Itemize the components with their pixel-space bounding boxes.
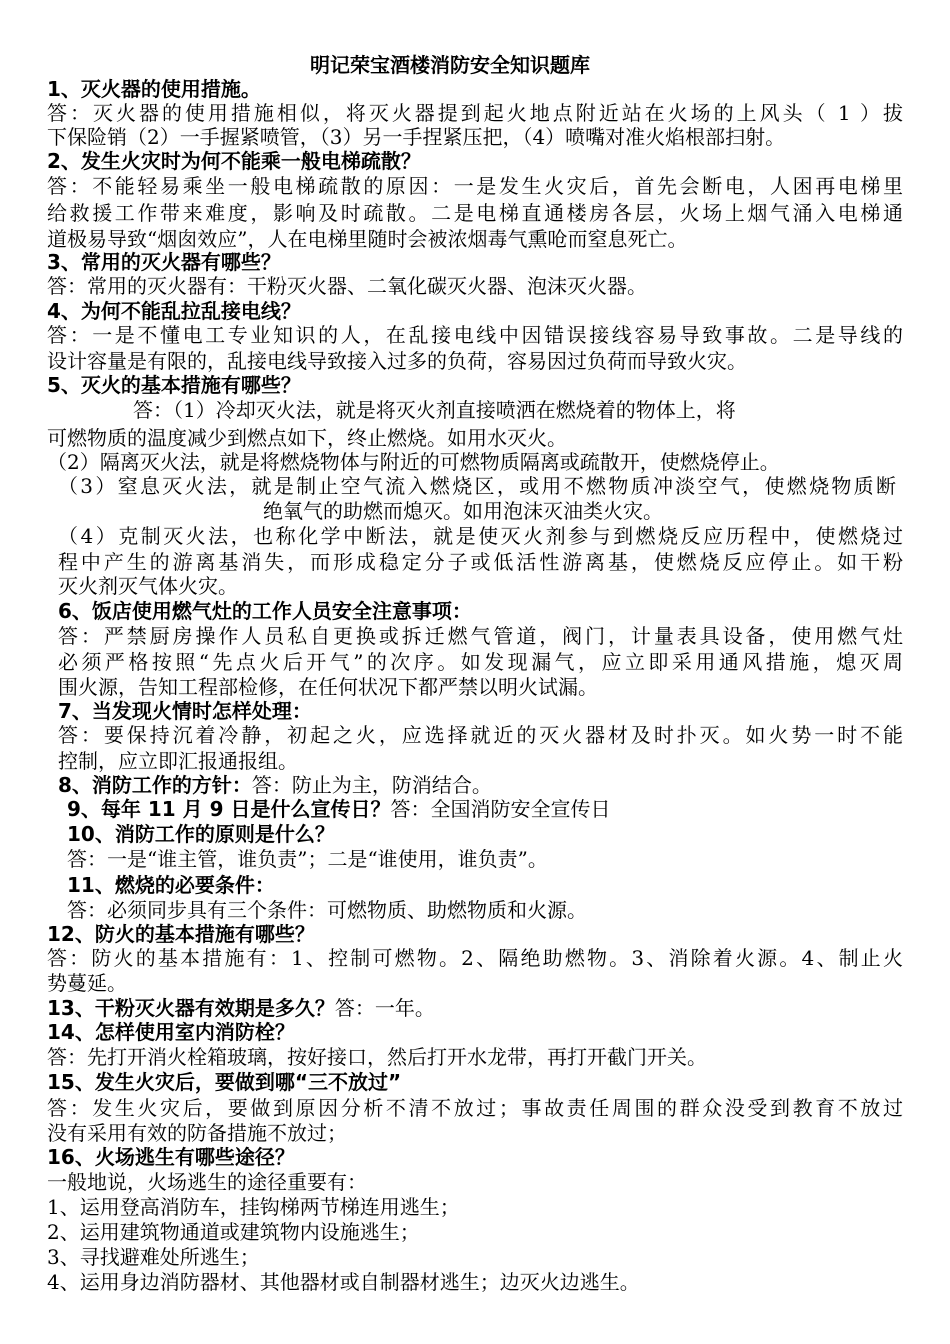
question-5: 5、灭火的基本措施有哪些？ — [47, 373, 301, 397]
answer-13: 答：一年。 — [334, 996, 435, 1020]
answer-line: 答：一是“谁主管，谁负责”；二是“谁使用，谁负责”。 — [67, 847, 548, 871]
answer-line: 灭火剂灭气体火灾。 — [58, 574, 238, 598]
question-8: 8、消防工作的方针： — [58, 773, 252, 797]
answer-line: 绝氧气的助燃而熄灭。如用泡沫灭油类火灾。 — [263, 499, 663, 523]
answer-line: 给救援工作带来难度，影响及时疏散。二是电梯直通楼房各层，火场上烟气涌入电梯通 — [47, 201, 903, 225]
question-3: 3、常用的灭火器有哪些？ — [47, 250, 281, 274]
question-4: 4、为何不能乱拉乱接电线？ — [47, 299, 301, 323]
answer-line: 势蔓延。 — [47, 971, 127, 995]
answer-line: 可燃物质的温度减少到燃点如下，终止燃烧。如用水灭火。 — [47, 426, 567, 450]
answer-line: （2）隔离灭火法，就是将燃烧物体与附近的可燃物质隔离或疏散开，使燃烧停止。 — [47, 450, 780, 474]
answer-line: 下保险销（2）一手握紧喷管，（3）另一手捏紧压把，（4）喷嘴对准火焰根部扫射。 — [47, 125, 786, 149]
answer-line: 4、运用身边消防器材、其他器材或自制器材逃生；边灭火边逃生。 — [47, 1270, 640, 1294]
answer-line: 没有采用有效的防备措施不放过； — [47, 1121, 347, 1145]
question-11: 11、燃烧的必要条件： — [67, 873, 275, 897]
answer-line: 围火源，告知工程部检修，在任何状况下都严禁以明火试漏。 — [58, 675, 598, 699]
answer-line: 答：必须同步具有三个条件：可燃物质、助燃物质和火源。 — [67, 898, 587, 922]
answer-line: 答：先打开消火栓箱玻璃，按好接口，然后打开水龙带，再打开截门开关。 — [47, 1045, 707, 1069]
question-9: 9、每年 11 月 9 日是什么宣传日？ — [67, 797, 391, 821]
answer-line: 答：防火的基本措施有：1、控制可燃物。2、隔绝助燃物。3、消除着火源。4、制止火 — [47, 946, 903, 970]
answer-line: 控制，应立即汇报通报组。 — [58, 749, 298, 773]
answer-line: 道极易导致“烟囱效应”，人在电梯里随时会被浓烟毒气熏呛而窒息死亡。 — [47, 227, 688, 251]
question-10: 10、消防工作的原则是什么？ — [67, 822, 335, 846]
question-8-row — [58, 773, 492, 797]
answer-line: 必须严格按照“先点火后开气”的次序。如发现漏气，应立即采用通风措施，熄灭周 — [58, 650, 903, 674]
answer-line: 程中产生的游离基消失，而形成稳定分子或低活性游离基，使燃烧反应停止。如干粉 — [58, 550, 903, 574]
answer-9: 答：全国消防安全宣传日 — [390, 797, 611, 821]
question-6: 6、饭店使用燃气灶的工作人员安全注意事项： — [58, 599, 472, 623]
question-14: 14、怎样使用室内消防栓？ — [47, 1020, 295, 1044]
document-title: 明记荣宝酒楼消防安全知识题库 — [310, 53, 590, 77]
answer-line: 2、运用建筑物通道或建筑物内设施逃生； — [47, 1220, 420, 1244]
answer-line: 答：常用的灭火器有：干粉灭火器、二氧化碳灭火器、泡沫灭火器。 — [47, 274, 647, 298]
question-13: 13、干粉灭火器有效期是多久？ — [47, 996, 335, 1020]
question-2: 2、发生火灾时为何不能乘一般电梯疏散？ — [47, 149, 421, 173]
answer-line: 一般地说，火场逃生的途径重要有： — [47, 1170, 367, 1194]
question-7: 7、当发现火情时怎样处理： — [58, 699, 312, 723]
question-12: 12、防火的基本措施有哪些？ — [47, 922, 315, 946]
answer-8: 答：防止为主，防消结合。 — [251, 773, 492, 797]
answer-line: 1、运用登高消防车，挂钩梯两节梯连用逃生； — [47, 1195, 460, 1219]
question-9-row — [67, 797, 611, 821]
answer-line: （4）克制灭火法，也称化学中断法，就是使灭火剂参与到燃烧反应历程中，使燃烧过 — [58, 524, 903, 548]
answer-line: 答：灭火器的使用措施相似，将灭火器提到起火地点附近站在火场的上风头（ 1 ）拔 — [47, 101, 903, 125]
answer-line: 答：（1）冷却灭火法，就是将灭火剂直接喷洒在燃烧着的物体上，将 — [133, 398, 736, 422]
answer-line: 答：严禁厨房操作人员私自更换或拆迁燃气管道，阀门，计量表具设备，使用燃气灶 — [58, 624, 903, 648]
answer-line: 设计容量是有限的，乱接电线导致接入过多的负荷，容易因过负荷而导致火灾。 — [47, 349, 747, 373]
question-13-row — [47, 996, 435, 1020]
question-1: 1、灭火器的使用措施。 — [47, 77, 261, 101]
answer-line: 答：一是不懂电工专业知识的人，在乱接电线中因错误接线容易导致事故。二是导线的 — [47, 323, 903, 347]
answer-line: 3、寻找避难处所逃生； — [47, 1245, 260, 1269]
question-15: 15、发生火灾后，要做到哪“三不放过” — [47, 1070, 402, 1094]
answer-line: 答：不能轻易乘坐一般电梯疏散的原因：一是发生火灾后，首先会断电，人困再电梯里 — [47, 174, 903, 198]
answer-line: 答：要保持沉着冷静，初起之火，应选择就近的灭火器材及时扑灭。如火势一时不能 — [58, 723, 903, 747]
question-16: 16、火场逃生有哪些途径？ — [47, 1145, 295, 1169]
answer-line: （3）窒息灭火法，就是制止空气流入燃烧区，或用不燃物质冲淡空气，使燃烧物质断 — [58, 474, 896, 498]
answer-line: 答：发生火灾后，要做到原因分析不清不放过；事故责任周围的群众没受到教育不放过 — [47, 1096, 903, 1120]
